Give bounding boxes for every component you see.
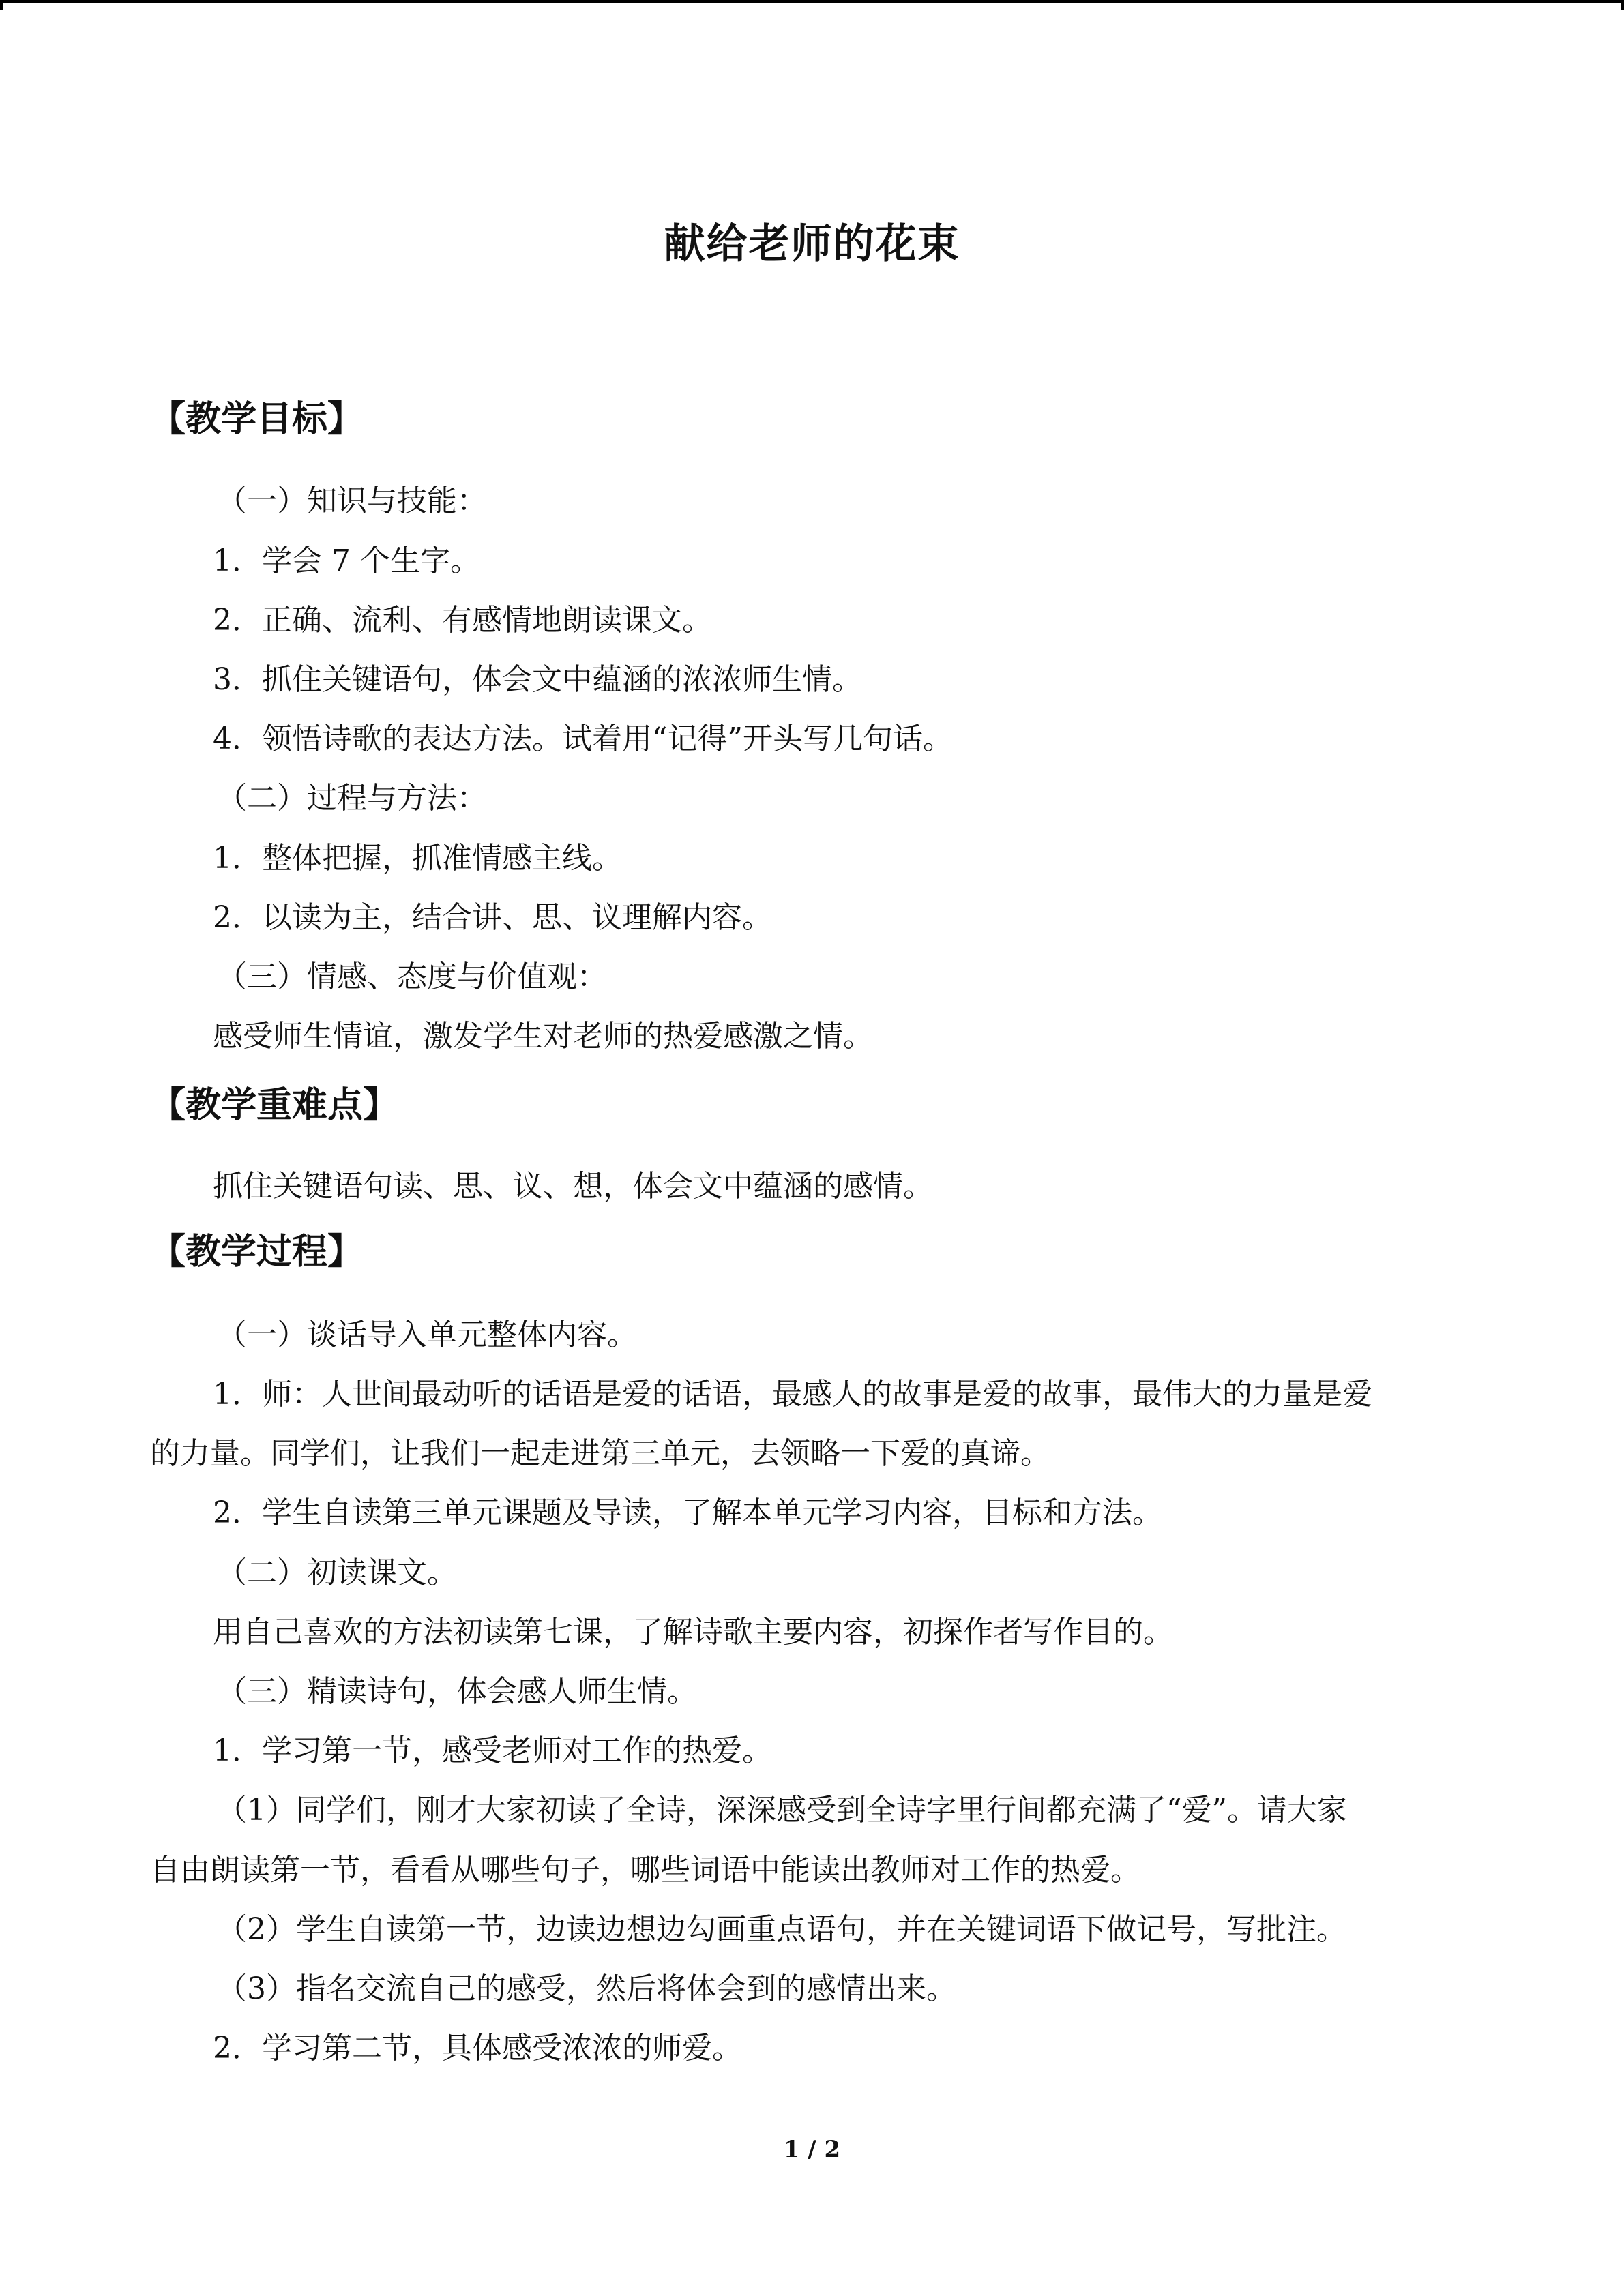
section-heading-process: 【教学过程】 <box>150 1232 364 1272</box>
goals-line: 4．领悟诗歌的表达方法。试着用“记得”开头写几句话。 <box>213 721 953 756</box>
process-line: （1）同学们，刚才大家初读了全诗，深深感受到全诗字里行间都充满了“爱”。请大家 <box>217 1793 1347 1828</box>
goals-line: 2．正确、流利、有感情地朗读课文。 <box>213 603 712 638</box>
process-line: 自由朗读第一节，看看从哪些句子，哪些词语中能读出教师对工作的热爱。 <box>150 1853 1140 1888</box>
key-points-line: 抓住关键语句读、思、议、想，体会文中蕴涵的感情。 <box>213 1169 933 1204</box>
process-line: 1．学习第一节，感受老师对工作的热爱。 <box>213 1733 772 1768</box>
page-corner-right <box>1621 0 1624 10</box>
process-line: 2．学习第二节，具体感受浓浓的师爱。 <box>213 2031 742 2066</box>
page-top-border <box>0 0 1624 3</box>
section-heading-key-points: 【教学重难点】 <box>150 1085 399 1126</box>
process-line: （一）谈话导入单元整体内容。 <box>217 1317 637 1352</box>
section-heading-goals: 【教学目标】 <box>150 399 364 440</box>
process-line: 2．学生自读第三单元课题及导读，了解本单元学习内容，目标和方法。 <box>213 1495 1162 1530</box>
process-line: （3）指名交流自己的感受，然后将体会到的感情出来。 <box>217 1971 956 2006</box>
page-number: 1 / 2 <box>783 2136 841 2163</box>
goals-line: （二）过程与方法： <box>217 781 487 816</box>
process-line: （二）初读课文。 <box>217 1555 457 1590</box>
goals-line: 3．抓住关键语句，体会文中蕴涵的浓浓师生情。 <box>213 662 862 697</box>
goals-line: 2．以读为主，结合讲、思、议理解内容。 <box>213 900 772 935</box>
process-line: 的力量。同学们，让我们一起走进第三单元，去领略一下爱的真谛。 <box>150 1436 1050 1471</box>
goals-line: 1．学会 7 个生字。 <box>213 543 480 578</box>
goals-line: （一）知识与技能： <box>217 483 487 518</box>
page-corner-left <box>0 0 3 10</box>
goals-line: 感受师生情谊，激发学生对老师的热爱感激之情。 <box>213 1019 873 1054</box>
goals-line: 1．整体把握，抓准情感主线。 <box>213 841 622 876</box>
process-line: （2）学生自读第一节，边读边想边勾画重点语句，并在关键词语下做记号，写批注。 <box>217 1912 1346 1947</box>
process-line: （三）精读诗句，体会感人师生情。 <box>217 1674 697 1709</box>
process-line: 用自己喜欢的方法初读第七课，了解诗歌主要内容，初探作者写作目的。 <box>213 1615 1173 1650</box>
goals-line: （三）情感、态度与价值观： <box>217 959 607 994</box>
document-title: 献给老师的花束 <box>664 220 960 268</box>
process-line: 1．师：人世间最动听的话语是爱的话语，最感人的故事是爱的故事，最伟大的力量是爱 <box>213 1377 1372 1412</box>
